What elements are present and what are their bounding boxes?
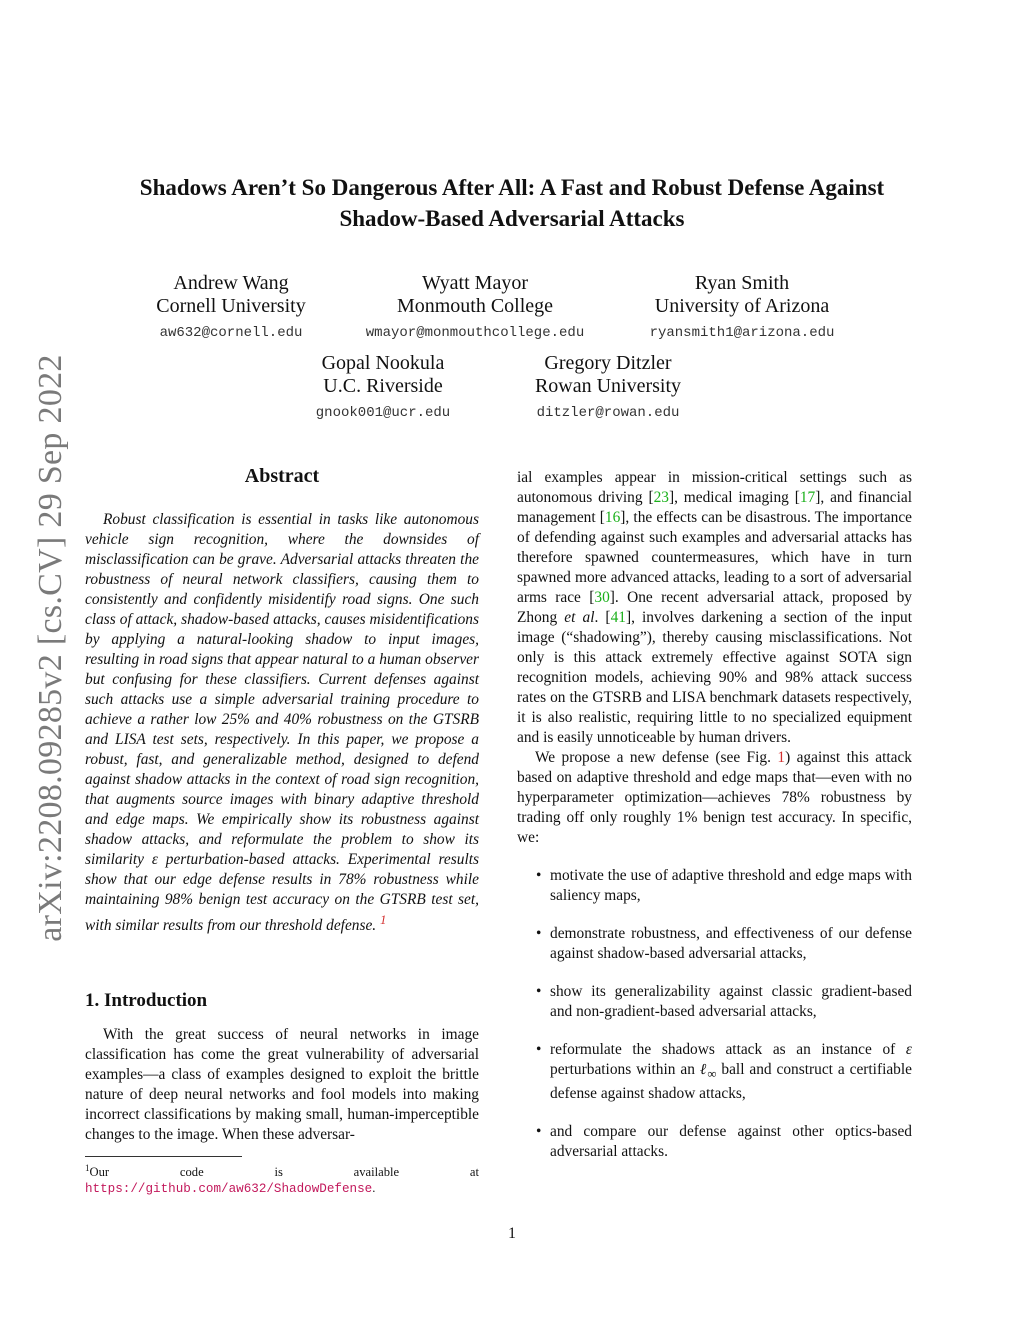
infinity-symbol: ∞ <box>707 1067 717 1082</box>
bullet-icon: • <box>536 867 542 884</box>
author-affiliation: U.C. Riverside <box>323 375 443 397</box>
list-item-text: reformulate the shadows attack as an instance of <box>550 1041 906 1058</box>
citation-link[interactable]: 17 <box>799 489 816 506</box>
page-number: 1 <box>508 1225 516 1242</box>
text-run: ], the effects can be disastrous. The importance of defending against such examples and adversarial attacks has therefore spawned countermeasures, which have in turn spawned more advanced attacks, leading to a sort of adversarial arms race [ <box>517 509 912 606</box>
citation-link[interactable]: 30 <box>594 589 610 606</box>
citation-link[interactable]: 41 <box>610 609 626 626</box>
list-item-text: demonstrate robustness, and effectiveness of our defense against shadow-based adversarial attacks, <box>550 925 912 962</box>
bullet-icon: • <box>536 983 542 1000</box>
footnote-text: Our code is available at <box>89 1165 479 1180</box>
author-name: Gopal Nookula <box>321 352 445 374</box>
author-name: Gregory Ditzler <box>544 352 672 374</box>
author-name: Andrew Wang <box>173 272 289 294</box>
text-run: ], involves darkening a section of the input image (“shadowing”), thereby causing misclassifications. Not only is this attack extremely effective against SOTA sign recognition models, achieving 90% and 98% attack success rates on the GTSRB and LISA benchmark datasets respectively, it is also realistic, requiring little to no specialized equipment and is easily unnoticeable by human drivers. <box>517 609 913 746</box>
footnote-divider <box>85 1156 242 1157</box>
author-email[interactable]: ryansmith1@arizona.edu <box>649 325 835 341</box>
introduction-body <box>85 1025 479 1145</box>
author-block <box>345 272 605 343</box>
footnote-marker[interactable]: 1 <box>380 913 387 927</box>
author-block <box>632 272 852 343</box>
list-item <box>517 1040 912 1104</box>
text-run: . [ <box>594 609 611 626</box>
footnote-number: 1 <box>85 1163 90 1173</box>
text-run: We propose a new defense (see Fig. <box>535 749 778 766</box>
author-affiliation: Rowan University <box>534 375 682 397</box>
proposal-paragraph <box>517 748 912 848</box>
list-item-text: ball and construct a certifiable defense against shadow attacks, <box>550 1061 912 1103</box>
list-item-text: motivate the use of adaptive threshold and edge maps with saliency maps, <box>550 867 912 904</box>
author-email[interactable]: ditzler@rowan.edu <box>536 405 680 421</box>
paper-title <box>80 172 944 234</box>
text-run: ial examples appear in mission-critical settings such as autonomous driving [ <box>517 469 912 506</box>
intro-paragraph: With the great success of neural networks in image classification has come the great vulnerability of adversarial examples—a class of examples designed to exploit the brittle nature of deep neural networks and fool models into making incorrect classifications by making small, human-imperceptible changes to the image. When these adversar- <box>85 1026 479 1143</box>
bullet-icon: • <box>536 1041 542 1058</box>
text-run: ], and financial management [ <box>517 489 913 526</box>
arxiv-identifier <box>26 352 76 944</box>
author-email[interactable]: gnook001@ucr.edu <box>315 405 451 421</box>
author-block <box>298 352 468 423</box>
list-item-text: perturbations within an <box>550 1061 700 1078</box>
footnote-period: . <box>372 1181 376 1196</box>
author-email[interactable]: aw632@cornell.edu <box>159 325 303 341</box>
author-email[interactable]: wmayor@monmouthcollege.edu <box>365 325 585 341</box>
list-item <box>517 866 912 906</box>
author-name: Wyatt Mayor <box>422 272 528 294</box>
abstract-body <box>85 510 479 936</box>
citation-link[interactable]: 16 <box>604 509 621 526</box>
text-run: ], medical imaging [ <box>668 489 800 506</box>
list-item-text: show its generalizability against classic gradient-based and non-gradient-based adversarial attacks, <box>550 983 912 1020</box>
list-item <box>517 982 912 1022</box>
figure-link[interactable]: 1 <box>777 749 786 766</box>
footnote <box>85 1160 479 1197</box>
arxiv-id-text: arXiv:2208.09285v2 [cs.CV] 29 Sep 2022 <box>32 354 69 942</box>
text-run: ]. One recent adversarial attack, proposed by Zhong <box>517 589 912 626</box>
list-item <box>517 924 912 964</box>
code-link[interactable]: https://github.com/aw632/ShadowDefense <box>85 1182 373 1197</box>
list-item-text: and compare our defense against other optics-based adversarial attacks. <box>550 1123 912 1161</box>
author-name: Ryan Smith <box>694 272 790 294</box>
list-item <box>517 1122 912 1162</box>
citation-link[interactable]: 23 <box>653 489 669 506</box>
text-run: ) against this attack based on adaptive threshold and edge maps that—even with no hyperparameter optimization—achieves 78% robustness by trading off only roughly 1% benign test accuracy. In specific, we: <box>517 749 912 846</box>
author-block <box>518 352 698 423</box>
right-column <box>517 468 912 1180</box>
bullet-icon: • <box>536 1123 542 1141</box>
author-affiliation: Monmouth College <box>396 295 554 317</box>
author-affiliation: Cornell University <box>156 295 306 317</box>
author-affiliation: University of Arizona <box>654 295 830 317</box>
epsilon-symbol: ε <box>905 1041 912 1058</box>
et-al: et al <box>564 609 595 626</box>
title-line-2: Shadow-Based Adversarial Attacks <box>339 206 685 231</box>
intro-paragraph-continued <box>517 468 912 748</box>
contribution-list <box>517 866 912 1162</box>
ell-symbol: ℓ <box>699 1061 708 1078</box>
section-heading-introduction: 1. Introduction <box>85 990 208 1011</box>
bullet-icon: • <box>536 925 542 942</box>
abstract-text: Robust classification is essential in tasks like autonomous vehicle sign recognition, where the downsides of misclassification can be grave. Adversarial attacks threaten the robustness of neural network classifiers, causing them to consistently and confidently misidentify road signs. One such class of attack, shadow-based attacks, causes misidentifications by applying a natural-looking shadow to input images, resulting in road signs that appear natural to a human observer but confusing for these classifiers. Current defenses against such attacks use a simple adversarial training procedure to achieve a rather low 25% and 40% robustness on the GTSRB and LISA test sets, respectively. In this paper, we propose a robust, fast, and generalizable method, designed to defend against shadow attacks in the context of road sign recognition, that augments source images with binary adaptive threshold and edge maps. We empirically show its robustness against shadow attacks, and reformulate the problem to show its similarity ε perturbation-based attacks. Experimental results show that our edge defense results in 78% robustness while maintaining 98% benign test accuracy on the GTSRB test set, with similar results from our threshold defense. <box>85 511 479 935</box>
abstract-heading: Abstract <box>244 465 320 487</box>
title-line-1: Shadows Aren’t So Dangerous After All: A Fast and Robust Defense Against <box>139 175 885 200</box>
author-block <box>131 272 331 343</box>
